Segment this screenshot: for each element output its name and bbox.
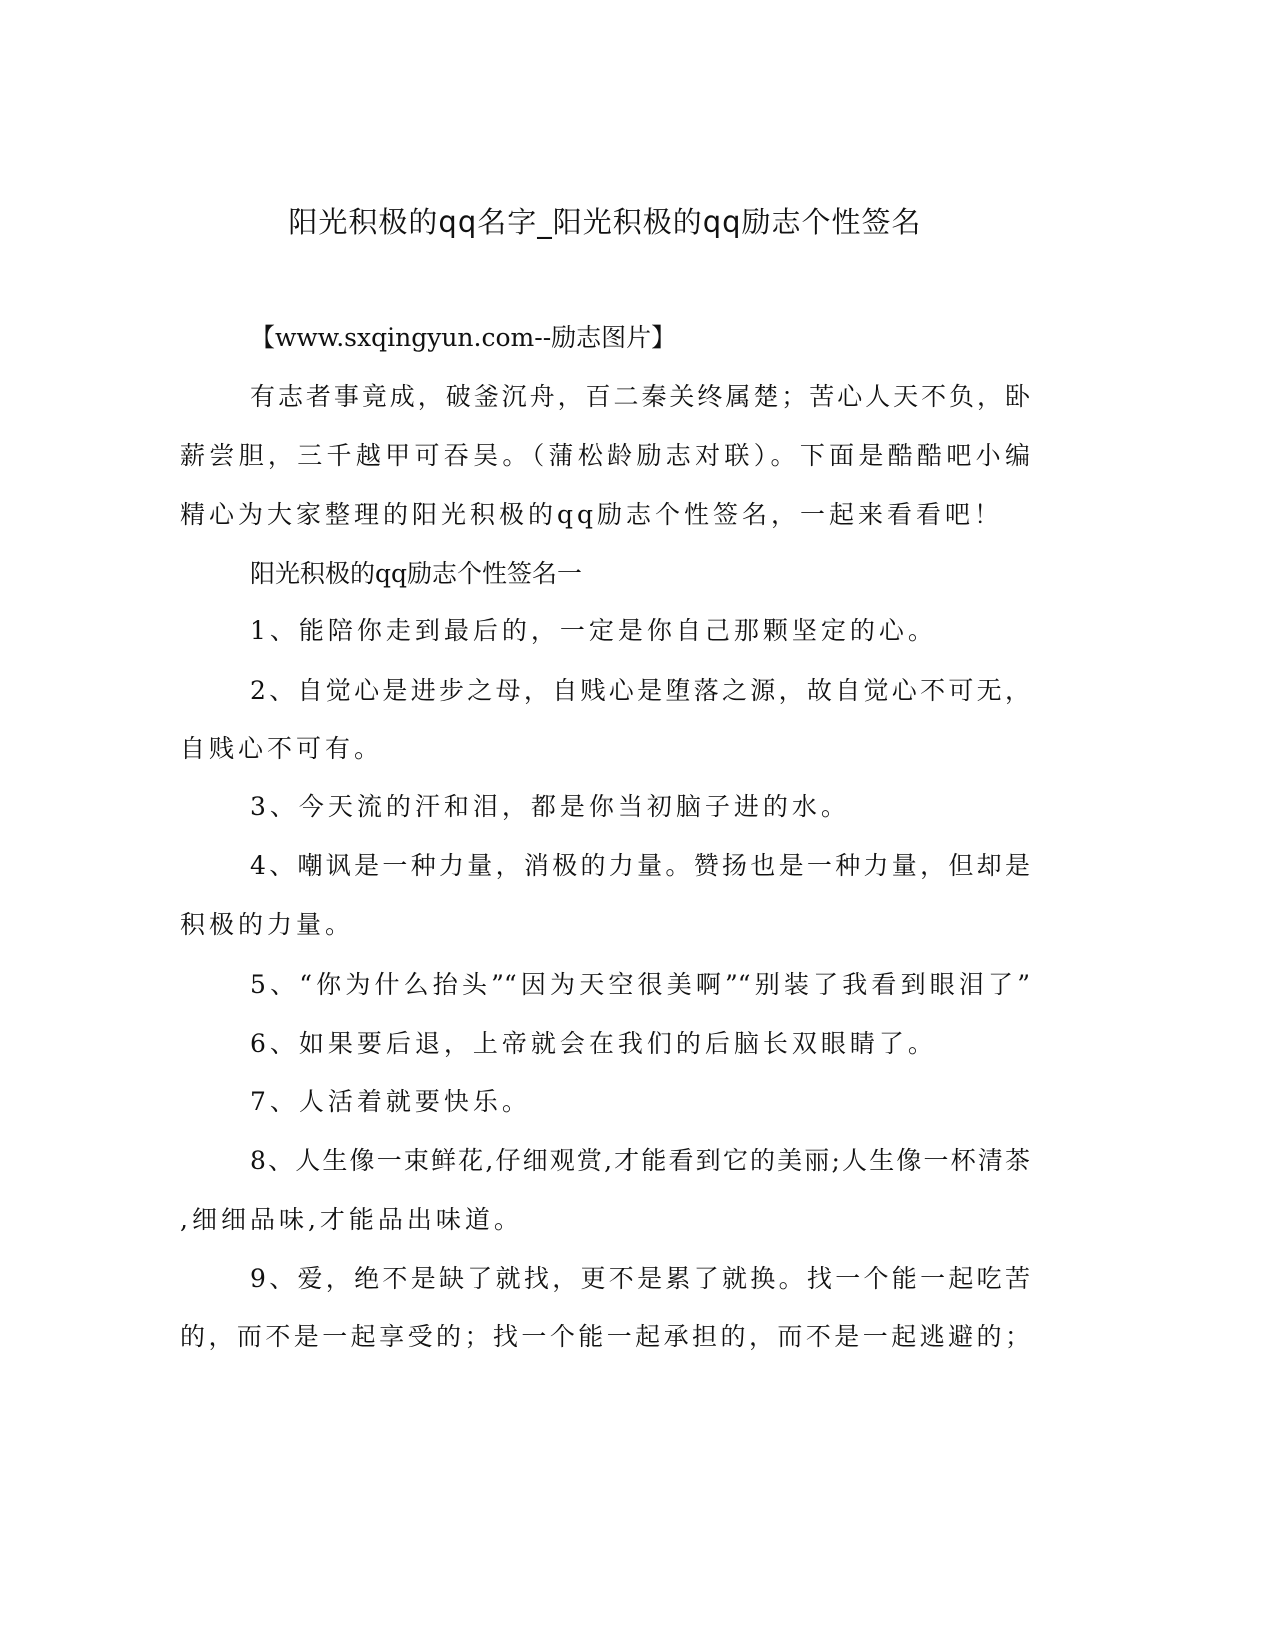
item-8-line-1: 8、人生像一束鲜花,仔细观赏,才能看到它的美丽;人生像一杯清茶 xyxy=(250,1146,1030,1175)
document-title: 阳光积极的qq名字_阳光积极的qq励志个性签名 xyxy=(288,205,922,239)
item-3: 3、今天流的汗和泪，都是你当初脑子进的水。 xyxy=(250,792,850,821)
item-9-line-1: 9、爱，绝不是缺了就找，更不是累了就换。找一个能一起吃苦 xyxy=(250,1264,1030,1293)
item-7: 7、人活着就要快乐。 xyxy=(250,1087,531,1116)
section-heading: 阳光积极的qq励志个性签名一 xyxy=(250,559,583,588)
item-4-line-1: 4、嘲讽是一种力量，消极的力量。赞扬也是一种力量，但却是 xyxy=(250,851,1030,880)
item-8-line-2: ,细细品味,才能品出味道。 xyxy=(180,1205,523,1234)
item-1: 1、能陪你走到最后的，一定是你自己那颗坚定的心。 xyxy=(250,616,937,645)
item-5: 5、“你为什么抬头”“因为天空很美啊”“别装了我看到眼泪了” xyxy=(250,970,1030,999)
item-9-line-2: 的，而不是一起享受的；找一个能一起承担的，而不是一起逃避的； xyxy=(180,1322,1030,1351)
item-6: 6、如果要后退，上帝就会在我们的后脑长双眼睛了。 xyxy=(250,1029,937,1058)
intro-line-2: 薪尝胆，三千越甲可吞吴。（蒲松龄励志对联）。下面是酷酷吧小编 xyxy=(180,441,1030,470)
intro-line-3: 精心为大家整理的阳光积极的qq励志个性签名，一起来看看吧！ xyxy=(180,500,1004,529)
source-line: 【www.sxqingyun.com--励志图片】 xyxy=(250,323,677,352)
intro-line-1: 有志者事竟成，破釜沉舟，百二秦关终属楚；苦心人天不负，卧 xyxy=(250,382,1030,411)
item-2-line-2: 自贱心不可有。 xyxy=(180,734,384,763)
item-4-line-2: 积极的力量。 xyxy=(180,910,355,939)
item-2-line-1: 2、自觉心是进步之母，自贱心是堕落之源，故自觉心不可无， xyxy=(250,676,1030,705)
